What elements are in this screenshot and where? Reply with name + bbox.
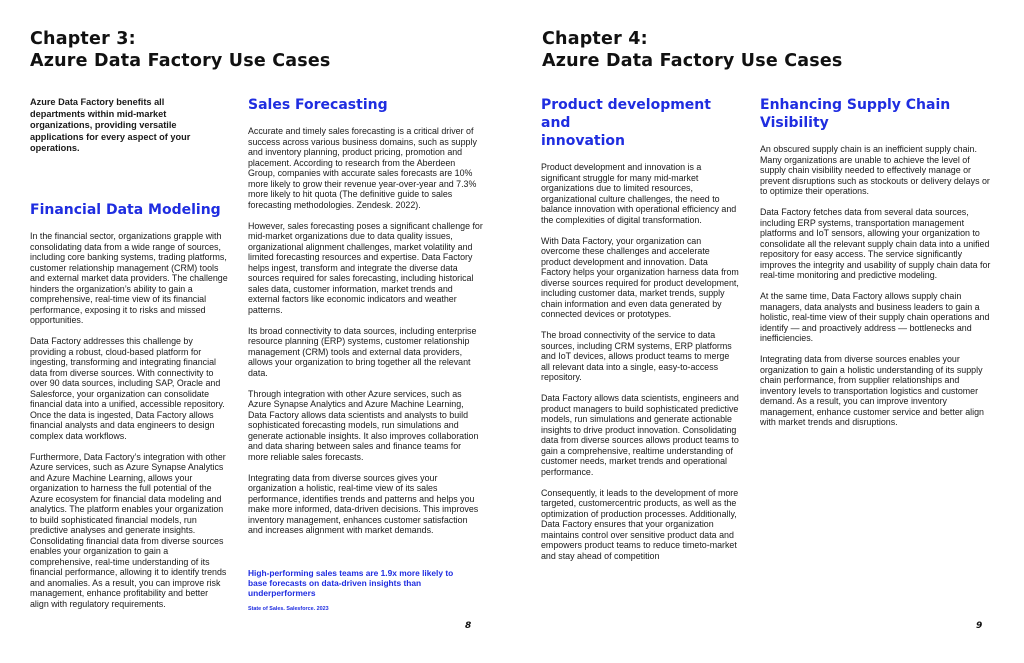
product-heading <box>541 96 739 150</box>
chapter-3-heading <box>30 28 331 72</box>
left-column <box>30 97 210 155</box>
financial-section <box>30 201 228 620</box>
supply-paragraph-4: Integrating data from diverse sources enables your organization to gain a holistic understanding of its supply chain performance, from supplier relationships and inventory levels to transportation logistics and customer demand. As a result, you can improve inventory management, enhance customer service and better align with market trends and disruptions. <box>760 354 984 427</box>
financial-paragraph-1: In the financial sector, organizations grapple with consolidating data from a wide range of sources, including core banking systems, trading platforms, customer relationship management (CRM) tools and external market data providers. The challenge hinders the organization’s ability to gain a comprehensive, real-time view of its financial performance, exposing it to risks and missed opportunities. <box>30 231 228 325</box>
sales-paragraph-2: However, sales forecasting poses a significant challenge for mid-market organizations due to data quality issues, organizational alignment challenges, market volatility and limited forecasting resources and expertise. Data Factory helps ingest, transform and integrate the diverse data sources required for sales forecasting, including historical sales data, customer information, market trends and external factors like economic indicators and weather patterns. <box>248 220 483 315</box>
sales-paragraph-4: Through integration with other Azure services, such as Azure Synapse Analytics and Azure Machine Learning, Data Factory allows data scientists and analysts to build sophisticated forecasting models, run simulations and generate actionable insights. It also improves collaboration and data sharing between sales and finance teams for more reliable sales forecasts. <box>248 388 479 462</box>
chapter-3-intro: Azure Data Factory benefits all departments within mid-market organizations, providing versatile applications for every aspect of your operations. <box>30 97 191 154</box>
page-number-right: 9 <box>976 621 983 631</box>
sales-section <box>248 96 483 546</box>
financial-paragraph-2: Data Factory addresses this challenge by providing a robust, cloud-based platform for ingesting, transforming and integrating financial data from diverse sources. With connectivity to over 90 data sources, including SAP, Oracle and Salesforce, your organization can consolidate financial data into a unified, accessible repository. Once the data is ingested, Data Factory allows financial analysts and data engineers to design complex data workflows. <box>30 336 225 441</box>
financial-heading: Financial Data Modeling <box>30 202 221 218</box>
sales-paragraph-3: Its broad connectivity to data sources, including enterprise resource planning (ERP) systems, customer relationship management (CRM) tools and external data providers, allows your organization to bring together all the relevant data. <box>248 325 477 378</box>
supply-heading-line-2: Visibility <box>760 115 829 131</box>
product-paragraph-2: With Data Factory, your organization can overcome these challenges and accelerate product development and innovation. Data Factory helps your organization harness data from diverse sources required for product development, including customer data, market trends, supply chain information and even data generated by connected devices or prototypes. <box>541 235 739 319</box>
supply-heading-line-1: Enhancing Supply Chain <box>760 97 951 113</box>
sales-heading: Sales Forecasting <box>248 97 388 113</box>
product-heading-line-2: innovation <box>541 133 625 149</box>
chapter-3-title: Azure Data Factory Use Cases <box>30 51 331 71</box>
sales-callout-box <box>248 568 473 613</box>
product-paragraph-4: Data Factory allows data scientists, engineers and product managers to build sophisticated predictive models, run simulations and generate actionable insights to drive product innovation. Consolidating data from diverse sources allows product teams to gain a comprehensive, realtime understanding of customer needs, market trends and operational performance. <box>541 393 739 477</box>
product-section <box>541 96 739 572</box>
sales-paragraph-5: Integrating data from diverse sources gives your organization a holistic, real-time view of its sales performance, identifies trends and patterns and helps you make more informed, data-driven decisions. This improves inventory management, enhances customer satisfaction and increases alignment with market demands. <box>248 472 479 535</box>
product-heading-line-1: Product development and <box>541 97 711 131</box>
page-number-left: 8 <box>465 621 472 631</box>
sales-paragraph-1: Accurate and timely sales forecasting is a critical driver of success across various business domains, such as supply and inventory planning, product pricing, promotion and placement. According to research from the Aberdeen Group, companies with accurate sales forecasts are 10% more likely to grow their revenue year-over-year and 7.3% more likely to hit quota (The definitive guide to sales forecasting methodologies. Zendesk. 2022). <box>248 126 477 210</box>
product-paragraph-3: The broad connectivity of the service to data sources, including CRM systems, ERP platforms and IoT devices, allows product teams to merge all relevant data into a single, easy-to-access repository. <box>541 330 732 382</box>
product-paragraph-1: Product development and innovation is a significant struggle for many mid-market organizations due to limited resources, organizational culture challenges, the need to balance innovation with operational efficiency and the complexities of digital transformation. <box>541 162 737 225</box>
chapter-4-title: Azure Data Factory Use Cases <box>542 51 843 71</box>
sales-callout-source: State of Sales. Salesforce. 2023 <box>248 605 329 612</box>
page-right <box>512 0 1024 663</box>
supply-heading <box>760 96 996 132</box>
supply-section <box>760 96 996 438</box>
chapter-4-heading <box>542 28 843 72</box>
supply-paragraph-3: At the same time, Data Factory allows supply chain managers, data analysts and business leaders to gain a holistic, real-time view of their supply chain operations and identify — and proactively address — bottlenecks and inefficiencies. <box>760 291 990 343</box>
product-paragraph-5: Consequently, it leads to the development of more targeted, customercentric products, as well as the optimization of production processes. Additionally, Data Factory ensures that your organization maintains control over sensitive product data and empowers product teams to reduce timeto-market and stay ahead of competition <box>541 487 739 561</box>
chapter-4-label: Chapter 4: <box>542 29 648 49</box>
supply-paragraph-2: Data Factory fetches data from several data sources, including ERP systems, transportation management platforms and IoT sensors, allowing your organization to consolidate all the relevant supply chain data into a unified repository for easy access. The service significantly improves the integrity and usability of supply chain data for real-time monitoring and predictive modeling. <box>760 207 991 280</box>
chapter-3-label: Chapter 3: <box>30 29 136 49</box>
supply-paragraph-1: An obscured supply chain is an inefficient supply chain. Many organizations are unable to achieve the level of supply chain visibility needed to effectively manage or prevent disruptions such as stockouts or delivery delays or to optimize their operations. <box>760 144 990 196</box>
financial-paragraph-3: Furthermore, Data Factory’s integration with other Azure services, such as Azure Synapse Analytics and Azure Machine Learning, allows your organization to harness the full potential of the Azure ecosystem for financial data modeling and analytics. The platform enables your organization to build sophisticated financial models, run predictive analyses and generate insights. Consolidating financial data from diverse sources enables your organization to gain a comprehensive, real-time understanding of its financial performance, allowing it to identify trends and anomalies. As a result, you can improve risk management, enhance profitability and better align with regulatory requirements. <box>30 451 227 609</box>
sales-callout: High-performing sales teams are 1.9x more likely to base forecasts on data-driven insights than underperformers <box>248 568 454 599</box>
